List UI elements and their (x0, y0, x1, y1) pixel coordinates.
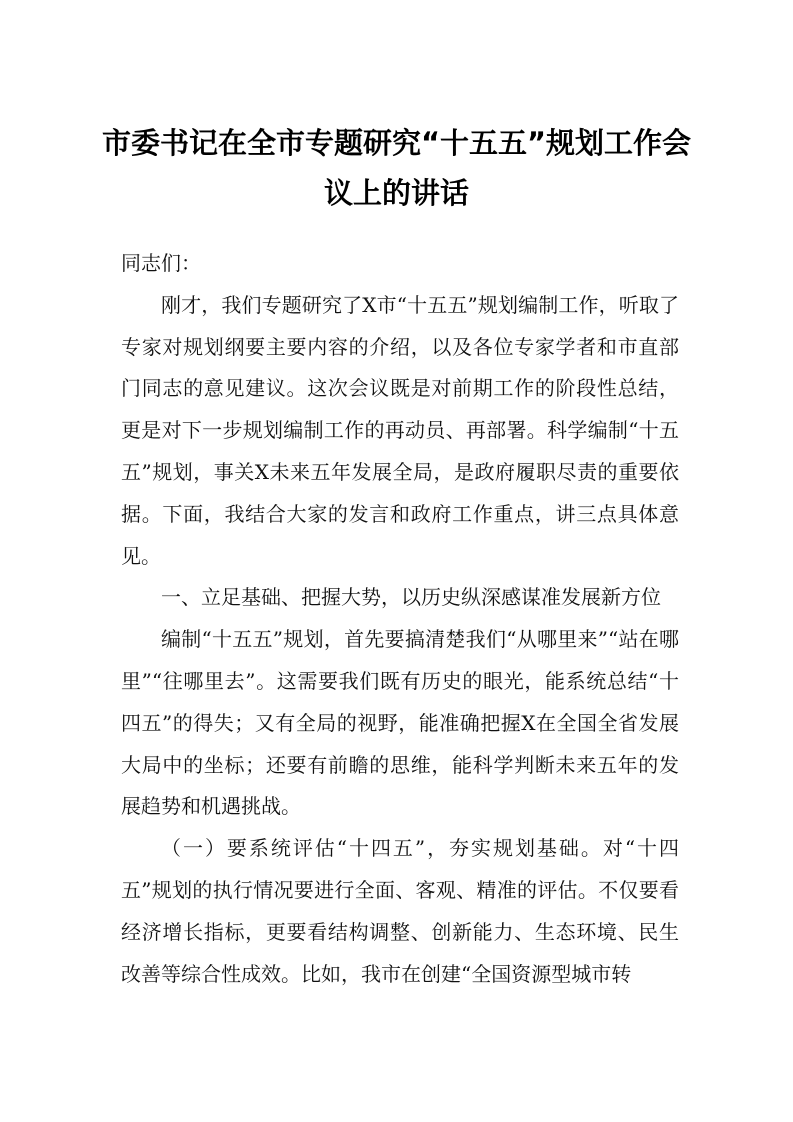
document-title: 市委书记在全市专题研究“十五五”规划工作会议上的讲话 (101, 126, 692, 210)
section-heading-one: 一、立足基础、把握大势，以历史纵深感谋准发展新方位 (161, 585, 661, 610)
salutation: 同志们： (121, 251, 201, 275)
paragraph-intro: 刚才，我们专题研究了X市“十五五”规划编制工作，听取了专家对规划纲要主要内容的介绍，以及各位专家学者和市直部门同志的意见建议。这次会议既是对前期工作的阶段性总结，更是对下一步规划编制工作的再动员、再部署。科学编制“十五五”规划，事关X未来五年发展全局，是政府履职尽责的重要依据。下面，我结合大家的发言和政府工作重点，讲三点具体意见。 (121, 292, 679, 568)
paragraph-section-one: 编制“十五五”规划，首先要搞清楚我们“从哪里来”“站在哪里”“往哪里去”。这需要我们既有历史的眼光，能系统总结“十四五”的得失；又有全局的视野，能准确把握X在全国全省发展大局中的坐标；还要有前瞻的思维，能科学判断未来五年的发展趋势和机遇挑战。 (121, 627, 679, 819)
document-body (121, 243, 679, 995)
paragraph-subsection-one: （一）要系统评估“十四五”，夯实规划基础。对“十四五”规划的执行情况要进行全面、客观、精准的评估。不仅要看经济增长指标，更要看结构调整、创新能力、生态环境、民生改善等综合性成效。比如，我市在创建“全国资源型城市转 (121, 836, 679, 986)
